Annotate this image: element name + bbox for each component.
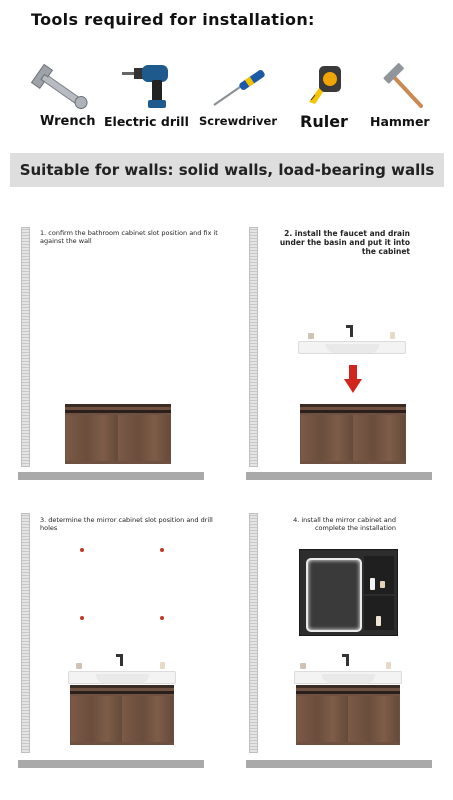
soap-bottle xyxy=(386,662,391,669)
tool-label-ruler: Ruler xyxy=(300,112,348,131)
tool-wrench xyxy=(20,62,110,142)
basin xyxy=(298,341,406,354)
toiletry-bottle xyxy=(370,578,375,590)
step-4-text: 4. install the mirror cabinet and complete the installation xyxy=(293,516,396,532)
banner-text: Suitable for walls: solid walls, load-bearing walls xyxy=(19,161,435,179)
step-2-panel xyxy=(246,227,453,497)
page-title: Tools required for installation: xyxy=(31,10,315,29)
vanity-cabinet xyxy=(65,404,171,464)
step-3-text: 3. determine the mirror cabinet slot position and drill holes xyxy=(40,516,213,532)
tool-label-electric-drill: Electric drill xyxy=(104,114,189,129)
floor xyxy=(18,760,204,768)
vanity-cabinet xyxy=(70,685,174,745)
decor-vase xyxy=(76,663,82,669)
step-2-text: 2. install the faucet and drain under the basin and put it into the cabinet xyxy=(279,229,410,256)
hammer-icon xyxy=(375,62,435,112)
basin xyxy=(68,671,176,684)
mirror xyxy=(306,558,362,632)
drill-mark xyxy=(160,548,164,552)
soap-bottle xyxy=(160,662,165,669)
step-3-panel xyxy=(18,513,231,783)
wall-suitability-banner xyxy=(10,153,444,187)
decor-vase xyxy=(308,333,314,339)
tool-label-wrench: Wrench xyxy=(40,114,96,129)
vanity-cabinet xyxy=(296,685,400,745)
basin xyxy=(294,671,402,684)
tool-label-screwdriver: Screwdriver xyxy=(199,114,278,128)
drill-mark xyxy=(160,616,164,620)
toiletry-bottle xyxy=(376,616,381,626)
down-arrow-icon xyxy=(344,365,362,395)
soap-bottle xyxy=(390,332,395,339)
drill-mark xyxy=(80,548,84,552)
tool-screwdriver xyxy=(195,62,285,142)
faucet xyxy=(346,654,349,666)
vanity-cabinet xyxy=(300,404,406,464)
screwdriver-icon xyxy=(210,67,270,112)
tool-hammer xyxy=(365,62,453,142)
step-1-panel xyxy=(18,227,231,497)
wall-strip xyxy=(21,227,30,467)
tape-measure-icon xyxy=(303,62,353,107)
faucet xyxy=(120,654,123,666)
mirror-cabinet xyxy=(299,549,398,636)
step-1-text: 1. confirm the bathroom cabinet slot position and fix it against the wall xyxy=(40,229,218,245)
toiletry-bottle xyxy=(380,581,385,588)
floor xyxy=(18,472,204,480)
tool-electric-drill xyxy=(100,62,190,142)
floor xyxy=(246,760,432,768)
wall-strip xyxy=(249,227,258,467)
drill-icon xyxy=(120,62,190,112)
decor-vase xyxy=(300,663,306,669)
step-4-panel xyxy=(246,513,453,783)
wrench-icon xyxy=(25,62,95,117)
tool-label-hammer: Hammer xyxy=(370,114,430,129)
wall-strip xyxy=(249,513,258,753)
floor xyxy=(246,472,432,480)
shelf xyxy=(364,556,394,594)
wall-strip xyxy=(21,513,30,753)
drill-mark xyxy=(80,616,84,620)
faucet xyxy=(350,325,353,337)
